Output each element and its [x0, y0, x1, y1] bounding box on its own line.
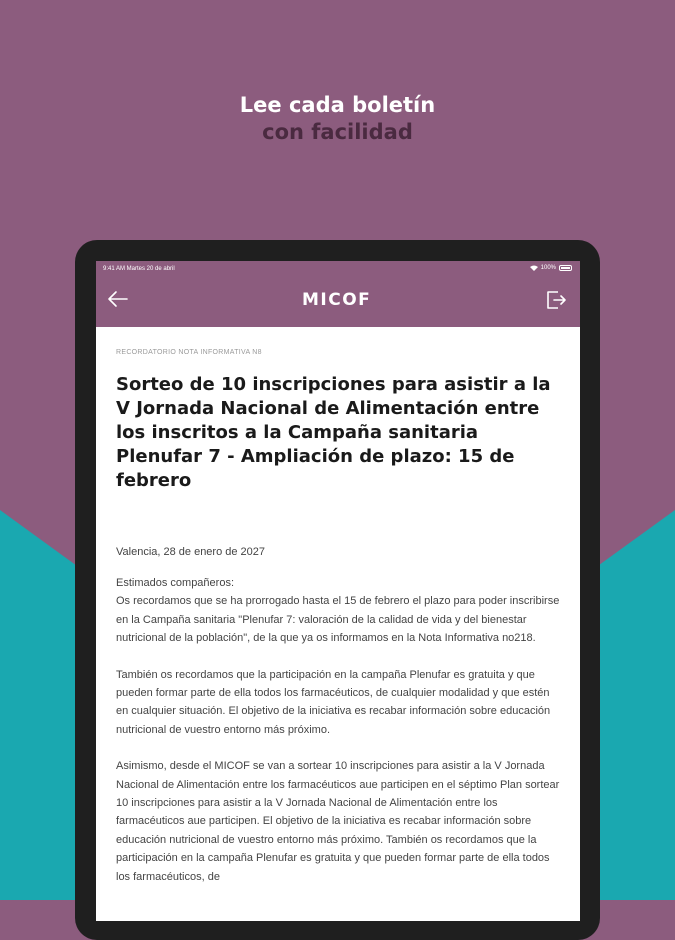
article-paragraph-2: También os recordamos que la participación en la campaña Plenufar es gratuita y que pueden formar parte de ella todos los farmacéuticos, de cualquier modalidad y que estén en cualquier situación. El objetivo de la iniciativa es recabar información sobre educación nutricional de vuestro entorno más próximo.: [116, 668, 551, 736]
battery-icon: [559, 265, 572, 271]
article-title: Sorteo de 10 inscripciones para asistir a la V Jornada Nacional de Alimentación entre los inscritos a la Campaña sanitaria Plenufar 7 - Ampliación de plazo: 15 de febrero: [116, 374, 551, 491]
article-paragraph-1: Os recordamos que se ha prorrogado hasta el 15 de febrero el plazo para poder inscribirse en la Campaña sanitaria "Plenufar 7: valoración de la calidad de vida y del bienestar nutricional de la población", de la que ya os informamos en la Nota Informativa no218.: [116, 595, 560, 645]
arrow-left-icon: [106, 289, 130, 309]
article-content: [116, 327, 560, 886]
app-bar: [96, 261, 580, 327]
status-bar: [96, 261, 580, 277]
promo-headline: [0, 92, 675, 146]
headline-line-1: Lee cada boletín: [239, 93, 436, 117]
article-paragraph-3: Asimismo, desde el MICOF se van a sortear 10 inscripciones para asistir a la V Jornada Nacional de Alimentación entre los farmacéuticos aue participen en el séptimo Plan sortear 10 inscripciones para asistir a la V Jornada Nacional de Alimentación entre los farmacéuticos aue participen. El objetivo de la iniciativa es recabar información sobre educación nutricional de vuestro entorno más próximo. También os recordamos que la participación en la campaña Plenufar es gratuita y que pueden formar parte de ella todos los farmacéuticos, de: [116, 760, 560, 883]
article-greeting: Estimados compañeros:: [116, 577, 234, 589]
headline-line-2: con facilidad: [262, 120, 413, 144]
tablet-screen: [96, 261, 580, 921]
logout-icon: [544, 288, 568, 312]
micof-logo: MICOF: [302, 290, 372, 310]
status-time: 9:41 AM Martes 20 de abril: [103, 266, 175, 272]
battery-percent: 100%: [540, 265, 556, 271]
status-right: [530, 265, 572, 271]
article-date: Valencia, 28 de enero de 2027: [116, 546, 266, 558]
back-button[interactable]: [106, 289, 130, 309]
article-greeting-block: [116, 574, 560, 648]
logout-button[interactable]: [544, 288, 568, 312]
article-kicker: RECORDATORIO NOTA INFORMATIVA N8: [116, 349, 262, 356]
wifi-icon: [530, 265, 538, 271]
